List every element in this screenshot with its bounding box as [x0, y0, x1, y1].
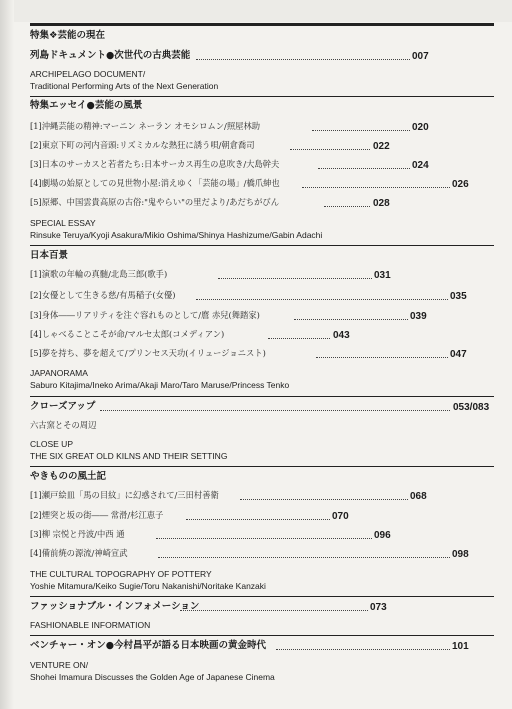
section-rule — [30, 596, 494, 597]
leader-dots — [100, 410, 450, 411]
english-subtitle: Saburo Kitajima/Ineko Arima/Akaji Maro/Taro Maruse/Princess Tenko — [30, 380, 290, 390]
leader-dots — [276, 649, 450, 650]
page-number: 047 — [450, 349, 467, 360]
english-subtitle: Yoshie Mitamura/Keiko Sugie/Toru Nakanishi/Noritake Kanzaki — [30, 581, 266, 591]
page-number: 073 — [370, 602, 387, 613]
leader-dots — [158, 557, 450, 558]
leader-dots — [156, 538, 372, 539]
section-heading-japanorama: 日本百景 — [30, 250, 69, 261]
page-number: 068 — [410, 491, 427, 502]
leader-dots — [196, 59, 410, 60]
section-rule — [30, 96, 494, 97]
leader-dots — [268, 338, 330, 339]
toc-entry-japan-4: [4]しゃべることこそが命/マルセ太郎(コメディアン) — [30, 329, 225, 339]
leader-dots — [180, 610, 368, 611]
toc-entry-essay-4: [4]劇場の始原としての見世物小屋:消えゆく「芸能の場」/橋爪紳也 — [30, 178, 280, 188]
english-title: CLOSE UP — [30, 439, 73, 449]
page-number: 020 — [412, 122, 429, 133]
page-gutter-shadow — [0, 0, 14, 709]
section-rule — [30, 635, 494, 636]
page-number: 024 — [412, 160, 429, 171]
page-number: 035 — [450, 291, 467, 302]
page-number: 031 — [374, 270, 391, 281]
page-number: 096 — [374, 530, 391, 541]
page-number: 022 — [373, 141, 390, 152]
section-rule — [30, 245, 494, 246]
toc-entry-essay-1: [1]沖縄芸能の精神:マーニン ネーラン オモシロムン/照屋林助 — [30, 121, 261, 131]
english-subtitle: Rinsuke Teruya/Kyoji Asakura/Mikio Oshima/Shinya Hashizume/Gabin Adachi — [30, 230, 323, 240]
page-number: 053/083 — [453, 402, 490, 413]
english-title: THE CULTURAL TOPOGRAPHY OF POTTERY — [30, 569, 212, 579]
section-rule — [30, 396, 494, 397]
page-number: 039 — [410, 311, 427, 322]
page-number: 026 — [452, 179, 469, 190]
english-title: SPECIAL ESSAY — [30, 218, 96, 228]
section-heading-fashion: ファッショナブル・インフォメーション — [30, 601, 200, 612]
leader-dots — [240, 499, 408, 500]
leader-dots — [218, 278, 372, 279]
leader-dots — [316, 357, 448, 358]
page-number: 043 — [333, 330, 350, 341]
page-number: 098 — [452, 549, 469, 560]
leader-dots — [302, 187, 450, 188]
english-subtitle: Traditional Performing Arts of the Next Generation — [30, 81, 219, 91]
leader-dots — [318, 168, 410, 169]
section-heading-essay: 特集エッセイ●芸能の風景 — [30, 100, 143, 111]
english-title: ARCHIPELAGO DOCUMENT/ — [30, 69, 146, 79]
page-number: 101 — [452, 641, 469, 652]
toc-entry-essay-3: [3]日本のサーカスと若者たち:日本サーカス再生の息吹き/大島幹夫 — [30, 159, 280, 169]
page-top-margin — [0, 0, 512, 22]
page-number: 028 — [373, 198, 390, 209]
top-rule — [30, 23, 494, 26]
english-title: JAPANORAMA — [30, 368, 88, 378]
toc-entry-essay-5: [5]原郷、中国雲貴高原の古俗:"鬼やらい"の里だより/あだちがびん — [30, 197, 279, 207]
section-rule — [30, 466, 494, 467]
toc-entry-pottery-2: [2]煙突と坂の街―― 常滑/杉江恵子 — [30, 510, 164, 520]
page-number: 007 — [412, 51, 429, 62]
toc-entry-essay-2: [2]東京下町の河内音頭:リズミカルな熱狂に誘う唄/朝倉喬司 — [30, 140, 255, 150]
leader-dots — [186, 519, 330, 520]
section-heading-venture: ベンチャー・オン●今村昌平が語る日本映画の黄金時代 — [30, 640, 267, 651]
english-title: FASHIONABLE INFORMATION — [30, 620, 151, 630]
english-subtitle: Shohei Imamura Discusses the Golden Age of Japanese Cinema — [30, 672, 275, 682]
section-heading-feature: 特集❖芸能の現在 — [30, 30, 106, 41]
english-title: VENTURE ON/ — [30, 660, 89, 670]
leader-dots — [324, 206, 370, 207]
leader-dots — [294, 319, 408, 320]
toc-entry-japan-3: [3]身体――リアリティを注ぐ容れものとして/麿 赤兒(舞踏家) — [30, 310, 260, 320]
section-heading-pottery: やきものの風土記 — [30, 471, 107, 482]
closeup-subtitle: 六古窯とその周辺 — [30, 420, 97, 430]
english-subtitle: THE SIX GREAT OLD KILNS AND THEIR SETTING — [30, 451, 228, 461]
leader-dots — [196, 299, 448, 300]
toc-entry-pottery-4: [4]備前焼の源流/神崎宣武 — [30, 548, 128, 558]
section-heading-closeup: クローズアップ — [30, 401, 96, 412]
toc-entry-pottery-3: [3]柳 宗悦と丹波/中西 通 — [30, 529, 125, 539]
toc-entry-japan-1: [1]演歌の年輪の真髄/北島三郎(歌手) — [30, 269, 168, 279]
page-number: 070 — [332, 511, 349, 522]
toc-entry-pottery-1: [1]瀬戸絵皿「馬の目紋」に幻惑されて/三田村善衛 — [30, 490, 219, 500]
toc-entry-feature-1: 列島ドキュメント●次世代の古典芸能 — [30, 50, 191, 61]
toc-entry-japan-5: [5]夢を持ち、夢を超えて/プリンセス天功(イリュージョニスト) — [30, 348, 266, 358]
leader-dots — [290, 149, 370, 150]
toc-entry-japan-2: [2]女優として生きる慈/有馬稲子(女優) — [30, 290, 176, 300]
leader-dots — [312, 130, 410, 131]
